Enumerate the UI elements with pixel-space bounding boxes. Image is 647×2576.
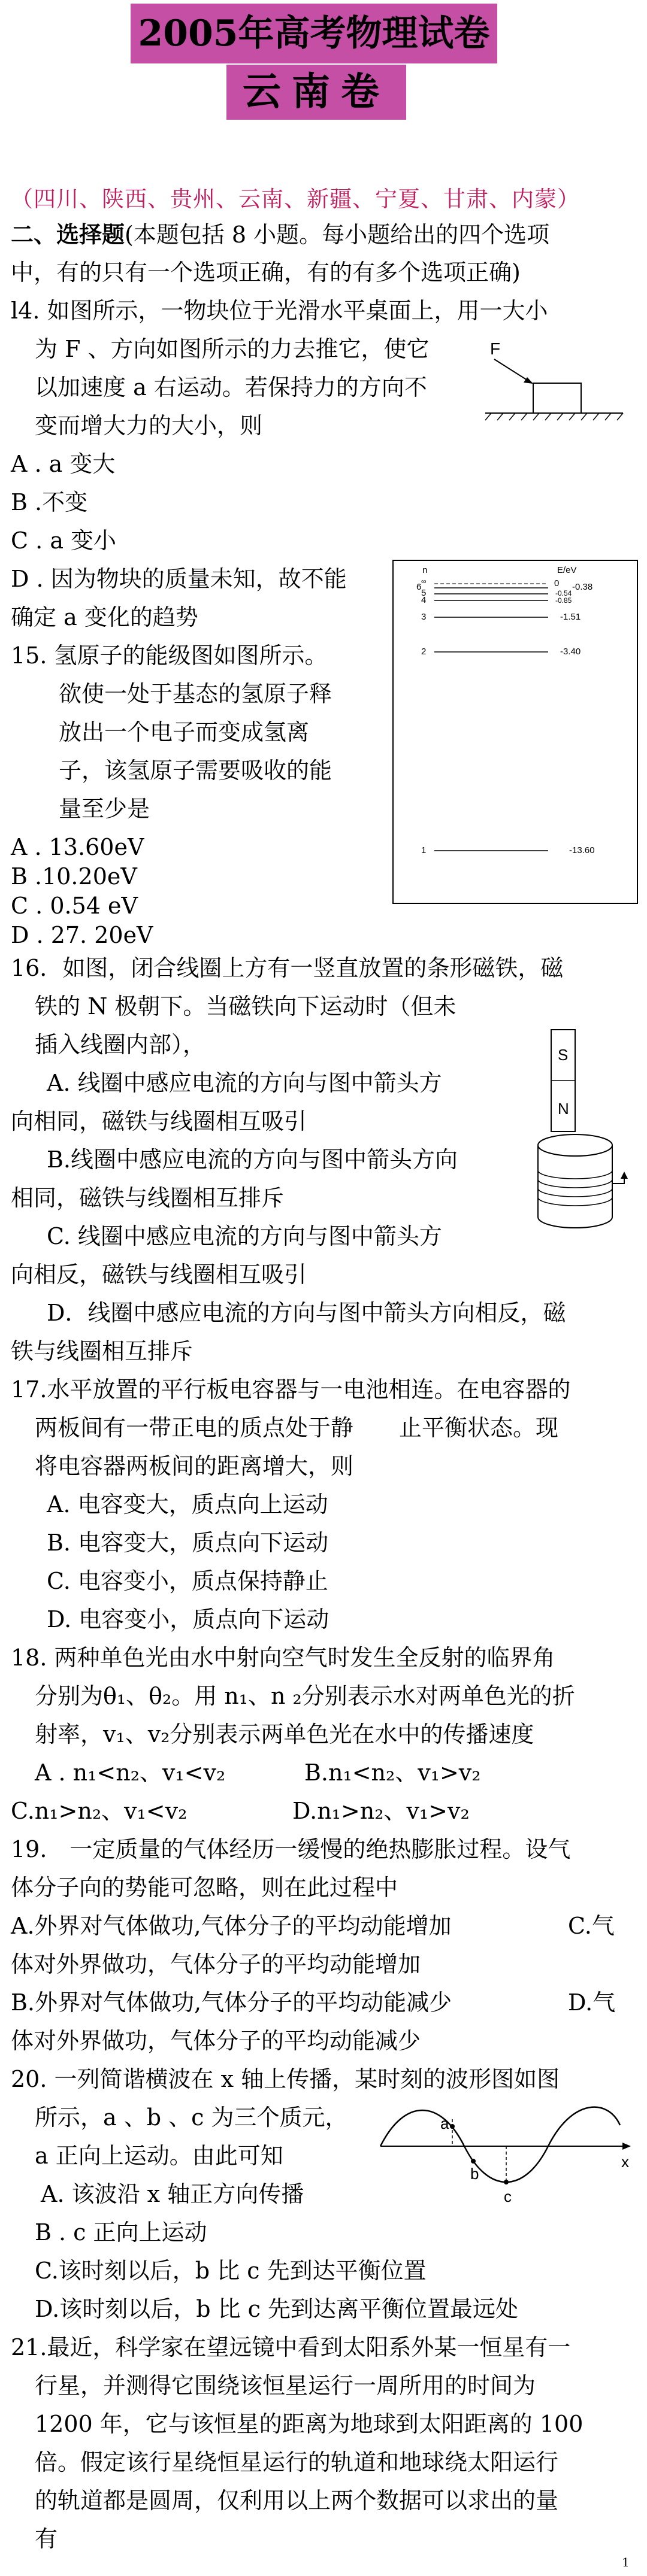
q21-line: 行星，并测得它围绕该恒星运行一周所用的时间为	[35, 2372, 536, 2399]
q14-line: l4. 如图所示，一物块位于光滑水平桌面上，用一大小	[11, 298, 548, 324]
q16-line: 插入线圈内部），	[35, 1031, 206, 1058]
q21-line: 有	[35, 2526, 58, 2552]
q18-line: 射率，v₁、v₂分别表示两单色光在水中的传播速度	[35, 1721, 534, 1747]
zero-label: 0	[554, 578, 560, 588]
level-n: 1	[421, 845, 427, 855]
exam-subtitle: 云南卷	[226, 65, 406, 120]
level-energy: -0.54	[555, 589, 572, 597]
page-number: 1	[622, 2555, 630, 2569]
level-energy: -0.85	[555, 596, 572, 605]
coil-bottom	[538, 1217, 612, 1228]
q18-option-a: A . n₁<n₂、v₁<v₂	[35, 1759, 226, 1786]
level-n: 2	[421, 647, 427, 657]
section-heading: 二、选择题	[11, 221, 125, 248]
point-b	[471, 2159, 476, 2164]
q19-option-c-cont: 体对外界做功，气体分子的平均动能增加	[11, 1951, 421, 1977]
exam-title: 2005年高考物理试卷	[131, 4, 497, 63]
q14-line: 为 F 、方向如图所示的力去推它，使它	[35, 336, 430, 362]
q14-line: 变而增大力的大小，则	[35, 412, 263, 439]
block-force-figure	[479, 335, 629, 431]
section-intro-1: (本题包括 8 小题。每小题给出的四个选项	[125, 222, 550, 248]
q18-option-b: B.n₁<n₂、v₁>v₂	[304, 1759, 481, 1786]
q21-line: 倍。假定该行星绕恒星运行的轨道和地球绕太阳运行	[35, 2449, 559, 2475]
q16-line: 16．如图，闭合线圈上方有一竖直放置的条形磁铁，磁	[11, 955, 564, 981]
q15-line: 量至少是	[59, 796, 150, 822]
table-hatching	[485, 413, 623, 420]
energy-level-diagram	[392, 560, 638, 904]
q14-line: 以加速度 a 右运动。若保持力的方向不	[35, 374, 427, 400]
level-n: 4	[421, 595, 427, 605]
q17-option-a: A. 电容变大，质点向上运动	[47, 1491, 328, 1518]
energy-header: E/eV	[557, 565, 577, 575]
q16-option-d-cont: 铁与线圈相互排斥	[11, 1338, 194, 1364]
q18-line: 18. 两种单色光由水中射向空气时发生全反射的临界角	[11, 1644, 555, 1671]
q18-option-c: C.n₁>n₂、v₁<v₂	[11, 1798, 188, 1824]
q14-option-d: D . 因为物块的质量未知，故不能	[11, 566, 347, 592]
n-header: n	[422, 565, 428, 575]
point-c	[504, 2180, 509, 2184]
point-a	[450, 2124, 455, 2129]
x-axis-arrowhead	[622, 2143, 631, 2150]
q16-option-c: C. 线圈中感应电流的方向与图中箭头方	[47, 1223, 442, 1249]
inf-label: ∞	[421, 577, 427, 585]
q15-option-c: C . 0.54 eV	[11, 893, 138, 919]
q17-option-b: B. 电容变大，质点向下运动	[47, 1530, 329, 1556]
q15-line: 欲使一处于基态的氢原子释	[59, 681, 332, 707]
section-intro	[11, 216, 549, 254]
q17-line: 17.水平放置的平行板电容器与一电池相连。在电容器的	[11, 1376, 571, 1403]
q19-option-d: D.气	[568, 1989, 616, 2016]
q16-option-d: D．线圈中感应电流的方向与图中箭头方向相反，磁	[47, 1300, 566, 1326]
energy-level-lines	[434, 584, 548, 851]
q19-option-c: C.气	[568, 1913, 615, 1939]
level-energy: -3.40	[560, 647, 581, 657]
q16-option-b: B.线圈中感应电流的方向与图中箭头方向	[47, 1146, 458, 1173]
q20-line: 所示，a 、b 、c 为三个质元，	[35, 2104, 348, 2131]
q15-line: 放出一个电子而变成氢离	[59, 719, 310, 745]
q20-option-b: B . c 正向上运动	[35, 2219, 207, 2246]
q16-option-b-cont: 相同，磁铁与线圈相互排斥	[11, 1185, 285, 1211]
level-energy: -0.38	[572, 582, 593, 592]
q19-line: 体分子向的势能可忽略，则在此过程中	[11, 1874, 398, 1901]
q20-option-d: D.该时刻以后，b 比 c 先到达离平衡位置最远处	[35, 2296, 519, 2322]
coil-windings	[538, 1170, 612, 1206]
q18-line: 分别为θ₁、θ₂。用 n₁、n ₂分别表示水对两单色光的折	[35, 1683, 575, 1709]
north-pole-label: N	[558, 1100, 569, 1118]
q15-option-d: D . 27. 20eV	[11, 922, 153, 948]
coil-top	[538, 1134, 612, 1156]
q16-option-a: A. 线圈中感应电流的方向与图中箭头方	[47, 1070, 442, 1096]
current-arrowhead	[621, 1172, 628, 1179]
q16-option-a-cont: 向相同，磁铁与线圈相互吸引	[11, 1108, 307, 1134]
x-axis-label: x	[621, 2153, 629, 2171]
wave-curve	[380, 2107, 620, 2182]
q16-line: 铁的 N 极朝下。当磁铁向下运动时（但未	[35, 993, 456, 1020]
level-n: 5	[421, 588, 427, 598]
q19-option-d-cont: 体对外界做功，气体分子的平均动能减少	[11, 2028, 421, 2054]
force-label: F	[490, 339, 501, 358]
q21-line: 21.最近，科学家在望远镜中看到太阳系外某一恒星有一	[11, 2334, 571, 2360]
q14-option-c: C . a 变小	[11, 527, 117, 554]
q19-line: 19. 一定质量的气体经历一缓慢的绝热膨胀过程。设气	[11, 1836, 571, 1862]
q20-line: a 正向上运动。由此可知	[35, 2143, 283, 2169]
q20-option-c: C.该时刻以后，b 比 c 先到达平衡位置	[35, 2258, 427, 2284]
q17-line: 将电容器两板间的距离增大，则	[35, 1453, 354, 1479]
q15-line: 子，该氢原子需要吸收的能	[59, 757, 332, 784]
q14-option-a: A . a 变大	[11, 451, 116, 477]
q19-option-b: B.外界对气体做功,气体分子的平均动能减少	[11, 1989, 452, 2016]
q21-line: 的轨道都是圆周，仅利用以上两个数据可以求出的量	[35, 2487, 559, 2514]
coil-figure	[527, 1128, 629, 1230]
q20-line: 20. 一列简谐横波在 x 轴上传播，某时刻的波形图如图	[11, 2066, 560, 2092]
q18-option-d: D.n₁>n₂、v₁>v₂	[292, 1798, 470, 1824]
point-b-label: b	[470, 2165, 479, 2183]
q17-line: 两板间有一带正电的质点处于静 止平衡状态。现	[35, 1415, 559, 1441]
point-a-label: a	[440, 2114, 449, 2132]
level-n: 6	[416, 582, 422, 592]
south-pole-label: S	[558, 1046, 569, 1064]
block	[533, 383, 581, 413]
q15-option-a: A . 13.60eV	[11, 834, 144, 860]
energy-level-labels	[416, 565, 595, 855]
level-n: 3	[421, 612, 427, 622]
q21-line: 1200 年，它与该恒星的距离为地球到太阳距离的 100	[35, 2411, 583, 2437]
q20-option-a: A. 该波沿 x 轴正方向传播	[41, 2181, 304, 2207]
q17-option-c: C. 电容变小，质点保持静止	[47, 1568, 328, 1594]
diagram-frame	[393, 560, 637, 903]
bar-magnet-figure	[539, 1027, 587, 1134]
q17-option-d: D. 电容变小，质点向下运动	[47, 1606, 329, 1633]
level-energy: -1.51	[560, 612, 581, 622]
section-intro-2: 中，有的只有一个选项正确，有的有多个选项正确)	[11, 259, 521, 286]
level-energy: -13.60	[569, 845, 595, 855]
q14-option-d-cont: 确定 a 变化的趋势	[11, 604, 198, 630]
q15-line: 15. 氢原子的能级图如图所示。	[11, 642, 328, 669]
wave-figure	[374, 2101, 638, 2209]
q14-option-b: B .不变	[11, 489, 88, 515]
q19-option-a: A.外界对气体做功,气体分子的平均动能增加	[11, 1913, 452, 1939]
province-list: （四川、陕西、贵州、云南、新疆、宁夏、甘肃、内蒙）	[11, 186, 580, 212]
q15-option-b: B .10.20eV	[11, 863, 137, 890]
q16-option-c-cont: 向相反，磁铁与线圈相互吸引	[11, 1261, 307, 1288]
point-c-label: c	[504, 2187, 512, 2205]
